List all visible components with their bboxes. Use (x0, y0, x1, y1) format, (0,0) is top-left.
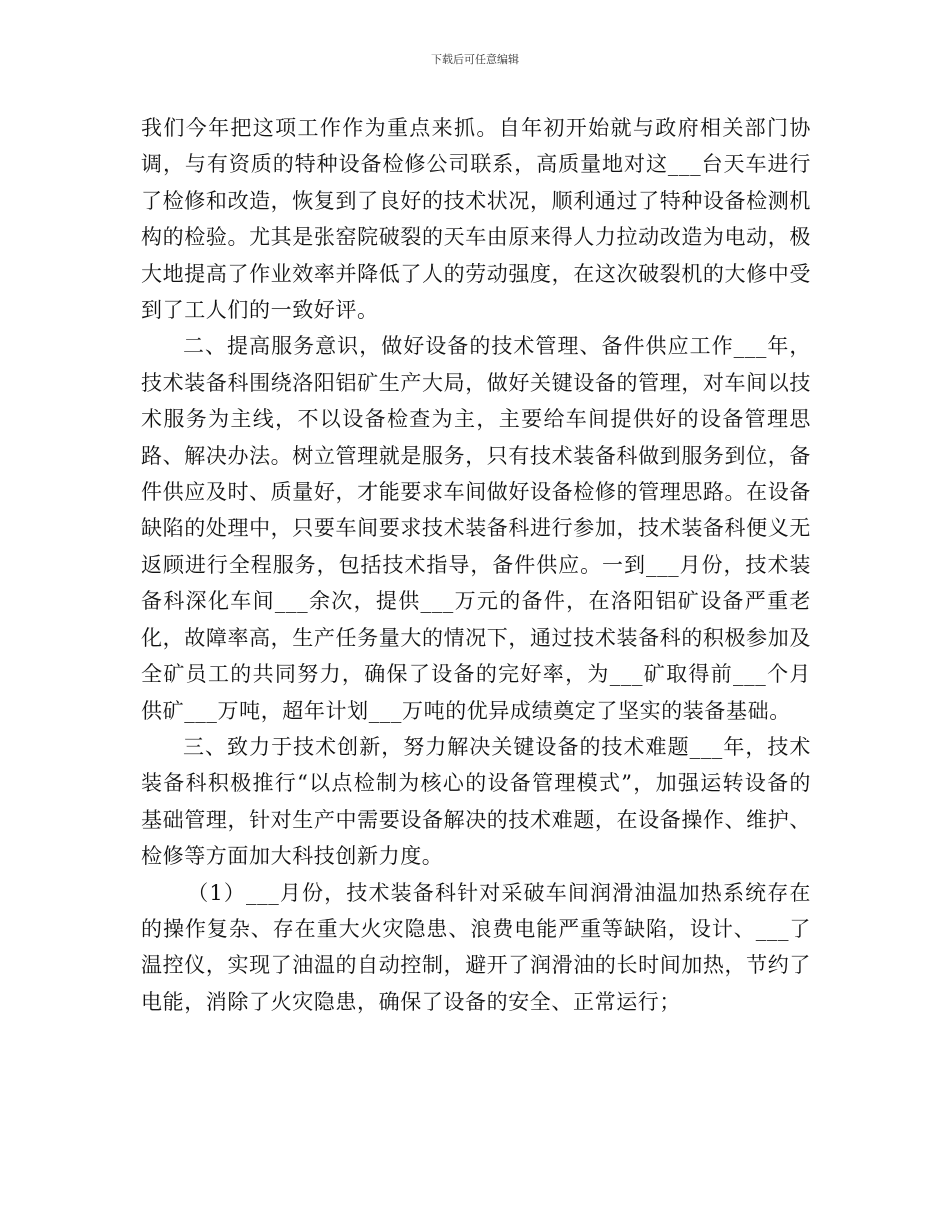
page-header: 下载后可任意编辑 (431, 53, 519, 66)
paragraph-section-two: 二、提高服务意识，做好设备的技术管理、备件供应工作___年，技术装备科围绕洛阳铝矿生产大局，做好关键设备的管理，对车间以技术服务为主线，不以设备检查为主，主要给车间提供好的设备管理思路、解决办法。树立管理就是服务，只有技术装备科做到服务到位，备件供应及时、质量好，才能要求车间做好设备检修的管理思路。在设备缺陷的处理中，只要车间要求技术装备科进行参加，技术装备科便义无返顾进行全程服务，包括技术指导，备件供应。一到___月份，技术装备科深化车间___余次，提供___万元的备件，在洛阳铝矿设备严重老化，故障率高，生产任务量大的情况下，通过技术装备科的积极参加及全矿员工的共同努力，确保了设备的完好率，为___矿取得前___个月供矿___万吨，超年计划___万吨的优异成绩奠定了坚实的装备基础。 (141, 334, 811, 723)
document-body (141, 110, 811, 1020)
paragraph-item-one: （1）___月份，技术装备科针对采破车间润滑油温加热系统存在的操作复杂、存在重大火灾隐患、浪费电能严重等缺陷，设计、___了温控仪，实现了油温的自动控制，避开了润滑油的长时间加热，节约了电能，消除了火灾隐患，确保了设备的安全、正常运行； (141, 880, 811, 1014)
paragraph-section-three: 三、致力于技术创新，努力解决关键设备的技术难题___年，技术装备科积极推行“以点检制为核心的设备管理模式”，加强运转设备的基础管理，针对生产中需要设备解决的技术难题，在设备操作、维护、检修等方面加大科技创新力度。 (141, 734, 811, 869)
paragraph-continuation: 我们今年把这项工作作为重点来抓。自年初开始就与政府相关部门协调，与有资质的特种设备检修公司联系，高质量地对这___台天车进行了检修和改造，恢复到了良好的技术状况，顺利通过了特种设备检测机构的检验。尤其是张窑院破裂的天车由原来得人力拉动改造为电动，极大地提高了作业效率并降低了人的劳动强度，在这次破裂机的大修中受到了工人们的一致好评。 (141, 116, 811, 323)
